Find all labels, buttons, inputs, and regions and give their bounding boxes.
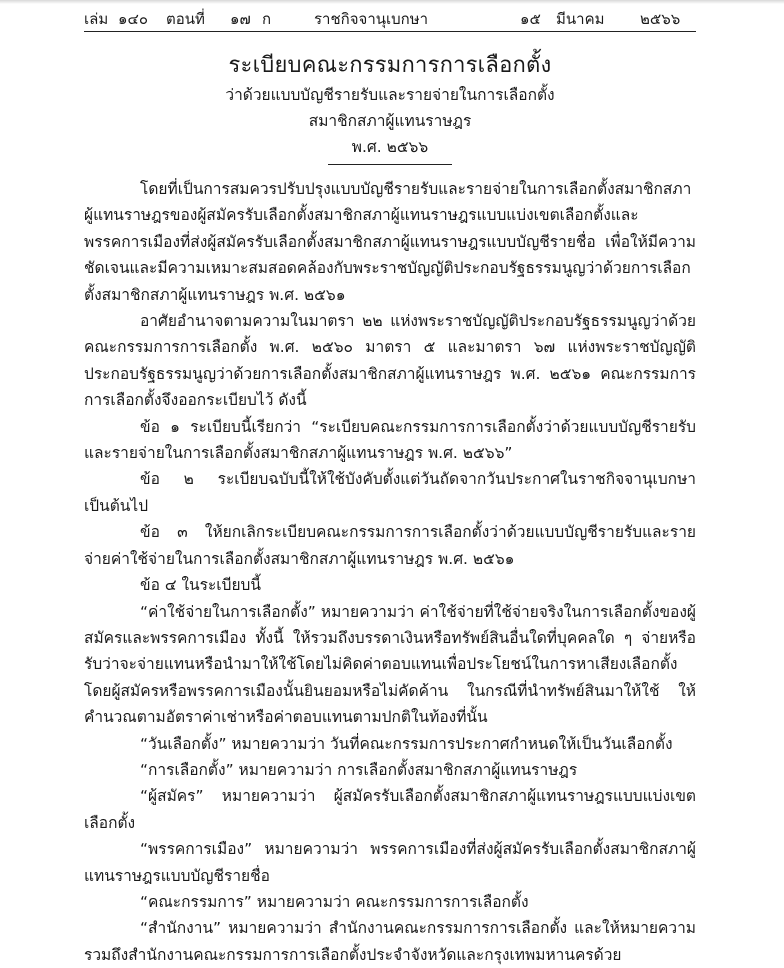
volume-label: เล่ม [84, 10, 109, 28]
definition-candidate: “ผู้สมัคร” หมายความว่า ผู้สมัครรับเลือกตั้งสมาชิกสภาผู้แทนราษฎรแบบแบ่งเขตเลือกตั้ง [84, 787, 696, 832]
clause-2: ข้อ ๒ ระเบียบฉบับนี้ให้ใช้บังคับตั้งแต่วันถัดจากวันประกาศในราชกิจจานุเบกษาเป็นต้นไป [84, 470, 696, 515]
definition-political-party: “พรรคการเมือง” หมายความว่า พรรคการเมืองที่ส่งผู้สมัครรับเลือกตั้งสมาชิกสภาผู้แทนราษฎรแบบบัญชีรายชื่อ [84, 840, 696, 885]
header-divider [84, 31, 696, 32]
definition-election-expenses: “ค่าใช้จ่ายในการเลือกตั้ง” หมายความว่า ค่าใช้จ่ายที่ใช้จ่ายจริงในการเลือกตั้งของผู้สมัครและพรรคการเมือง ทั้งนี้ ให้รวมถึงบรรดาเงินหรือทรัพย์สินอื่นใดที่บุคคลใด ๆ จ่ายหรือรับว่าจะจ่ายแทนหรือนำมาให้ใช้โดยไม่คิดค่าตอบแทนเพื่อประโยชน์ในการหาเสียงเลือกตั้ง โดยผู้สมัครหรือพรรคการเมืองนั้นยินยอมหรือไม่คัดค้าน ในกรณีที่นำทรัพย์สินมาให้ใช้ ให้คำนวณตามอัตราค่าเช่าหรือค่าตอบแทนตามปกติในท้องที่นั้น [84, 602, 696, 727]
clause-3: ข้อ ๓ ให้ยกเลิกระเบียบคณะกรรมการการเลือกตั้งว่าด้วยแบบบัญชีรายรับและรายจ่ายค่าใช้จ่ายในการเลือกตั้งสมาชิกสภาผู้แทนราษฎร พ.ศ. ๒๕๖๑ [84, 523, 696, 568]
title-block [84, 50, 696, 165]
viewer-top-edge [0, 0, 784, 4]
definition-office: “สำนักงาน” หมายความว่า สำนักงานคณะกรรมการการเลือกตั้ง และให้หมายความรวมถึงสำนักงานคณะกรรมการการเลือกตั้งประจำจังหวัดและกรุงเทพมหานครด้วย [84, 919, 696, 964]
clause-4: ข้อ ๔ ในระเบียบนี้ [140, 576, 261, 595]
document-subtitle-line-1: ว่าด้วยแบบบัญชีรายรับและรายจ่ายในการเลือกตั้ง [225, 86, 555, 104]
authority-paragraph: อาศัยอำนาจตามความในมาตรา ๒๒ แห่งพระราชบัญญัติประกอบรัฐธรรมนูญว่าด้วยคณะกรรมการการเลือกตั้ง พ.ศ. ๒๕๖๐ มาตรา ๕ และมาตรา ๖๗ แห่งพระราชบัญญัติประกอบรัฐธรรมนูญว่าด้วยการเลือกตั้งสมาชิกสภาผู้แทนราษฎร พ.ศ. ๒๕๖๑ คณะกรรมการการเลือกตั้งจึงออกระเบียบไว้ ดังนี้ [84, 312, 696, 410]
title-divider [328, 164, 452, 165]
preamble-paragraph: โดยที่เป็นการสมควรปรับปรุงแบบบัญชีรายรับและรายจ่ายในการเลือกตั้งสมาชิกสภาผู้แทนราษฎรของผู้สมัครรับเลือกตั้งสมาชิกสภาผู้แทนราษฎรแบบแบ่งเขตเลือกตั้งและพรรคการเมืองที่ส่งผู้สมัครรับเลือกตั้งสมาชิกสภาผู้แทนราษฎรแบบบัญชีรายชื่อ เพื่อให้มีความชัดเจนและมีความเหมาะสมสอดคล้องกับพระราชบัญญัติประกอบรัฐธรรมนูญว่าด้วยการเลือกตั้งสมาชิกสภาผู้แทนราษฎร พ.ศ. ๒๕๖๑ [84, 180, 696, 304]
document-title: ระเบียบคณะกรรมการการเลือกตั้ง [228, 53, 552, 78]
document-body [84, 176, 696, 968]
issue-number: ๑๗ [230, 10, 251, 28]
clause-1: ข้อ ๑ ระเบียบนี้เรียกว่า “ระเบียบคณะกรรมการการเลือกตั้งว่าด้วยแบบบัญชีรายรับและรายจ่ายในการเลือกตั้งสมาชิกสภาผู้แทนราษฎร พ.ศ. ๒๕๖๖” [84, 417, 696, 463]
definition-election-day: “วันเลือกตั้ง” หมายความว่า วันที่คณะกรรมการประกาศกำหนดให้เป็นวันเลือกตั้ง [140, 734, 673, 753]
volume-number: ๑๔๐ [118, 10, 149, 28]
document-subtitle-line-2: สมาชิกสภาผู้แทนราษฎร [308, 112, 472, 130]
issue-section: ก [262, 10, 272, 28]
publish-day: ๑๕ [520, 10, 541, 28]
document-year: พ.ศ. ๒๕๖๖ [351, 138, 429, 156]
publish-month: มีนาคม [556, 10, 605, 28]
issue-label: ตอนที่ [166, 10, 205, 28]
definition-commission: “คณะกรรมการ” หมายความว่า คณะกรรมการการเลือกตั้ง [140, 892, 529, 911]
definition-election: “การเลือกตั้ง” หมายความว่า การเลือกตั้งสมาชิกสภาผู้แทนราษฎร [140, 760, 578, 779]
gazette-name: ราชกิจจานุเบกษา [314, 10, 429, 28]
running-header [84, 6, 696, 32]
publish-year: ๒๕๖๖ [640, 10, 681, 28]
